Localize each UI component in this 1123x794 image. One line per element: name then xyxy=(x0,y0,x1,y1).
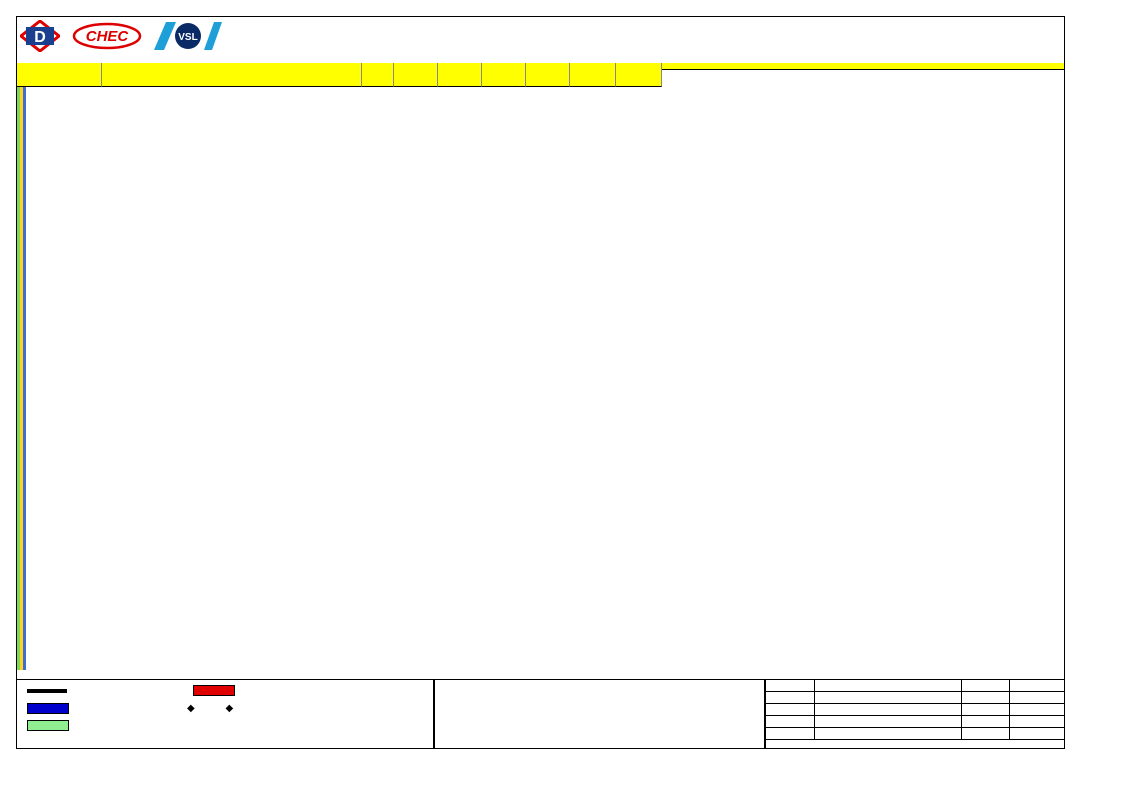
milestone-diamond-icon-2: ◆ xyxy=(225,703,234,714)
gantt-chart xyxy=(662,87,1064,671)
timeline-year xyxy=(662,63,1064,70)
rev-approved xyxy=(1010,692,1064,704)
rev-empty-cell xyxy=(1010,704,1064,716)
col-activity-id xyxy=(17,63,102,87)
legend xyxy=(16,679,434,749)
rev-empty-cell xyxy=(766,704,815,716)
svg-text:D: D xyxy=(34,29,46,46)
rev-empty-cell xyxy=(815,728,962,740)
revision-block xyxy=(765,679,1065,749)
col-op1-finish xyxy=(616,63,662,87)
legend-remaining-swatch xyxy=(27,720,69,731)
vsl-logo xyxy=(152,20,222,52)
legend-critical xyxy=(193,685,241,696)
rev-empty-cell xyxy=(766,728,815,740)
legend-programme-swatch xyxy=(27,689,67,693)
rev-header-checked xyxy=(962,680,1010,692)
rev-description xyxy=(815,692,962,704)
dragages-logo xyxy=(20,20,60,52)
svg-text:VSL: VSL xyxy=(178,32,198,43)
rev-empty-cell xyxy=(766,716,815,728)
col-percent-complete xyxy=(438,63,482,87)
rev-header-date xyxy=(766,680,815,692)
legend-actual xyxy=(27,703,75,714)
wbs-level-bands xyxy=(17,87,26,670)
rev-empty-cell xyxy=(1010,716,1064,728)
rev-empty-cell xyxy=(815,716,962,728)
rev-date xyxy=(766,692,815,704)
legend-milestone xyxy=(187,703,235,714)
rev-empty-cell xyxy=(962,716,1010,728)
rev-empty-cell xyxy=(1010,728,1064,740)
rev-checked xyxy=(962,692,1010,704)
title-block xyxy=(434,679,765,749)
col-finish xyxy=(526,63,570,87)
chec-logo xyxy=(72,21,142,51)
milestone-diamond-icon: ◆ xyxy=(187,703,195,714)
rev-header-approved xyxy=(1010,680,1064,692)
company-logos xyxy=(18,18,258,62)
legend-remaining xyxy=(27,720,75,731)
rev-empty-cell xyxy=(962,728,1010,740)
legend-actual-swatch xyxy=(27,703,69,714)
legend-programme xyxy=(27,686,73,697)
rev-header-revision xyxy=(815,680,962,692)
legend-critical-swatch xyxy=(193,685,235,696)
rev-empty-cell xyxy=(815,704,962,716)
col-op1-start xyxy=(570,63,616,87)
col-start xyxy=(482,63,526,87)
col-original-duration xyxy=(362,63,394,87)
svg-text:CHEC: CHEC xyxy=(85,28,129,45)
col-remaining-duration xyxy=(394,63,438,87)
rev-empty-cell xyxy=(962,704,1010,716)
col-activity-name xyxy=(102,63,362,87)
